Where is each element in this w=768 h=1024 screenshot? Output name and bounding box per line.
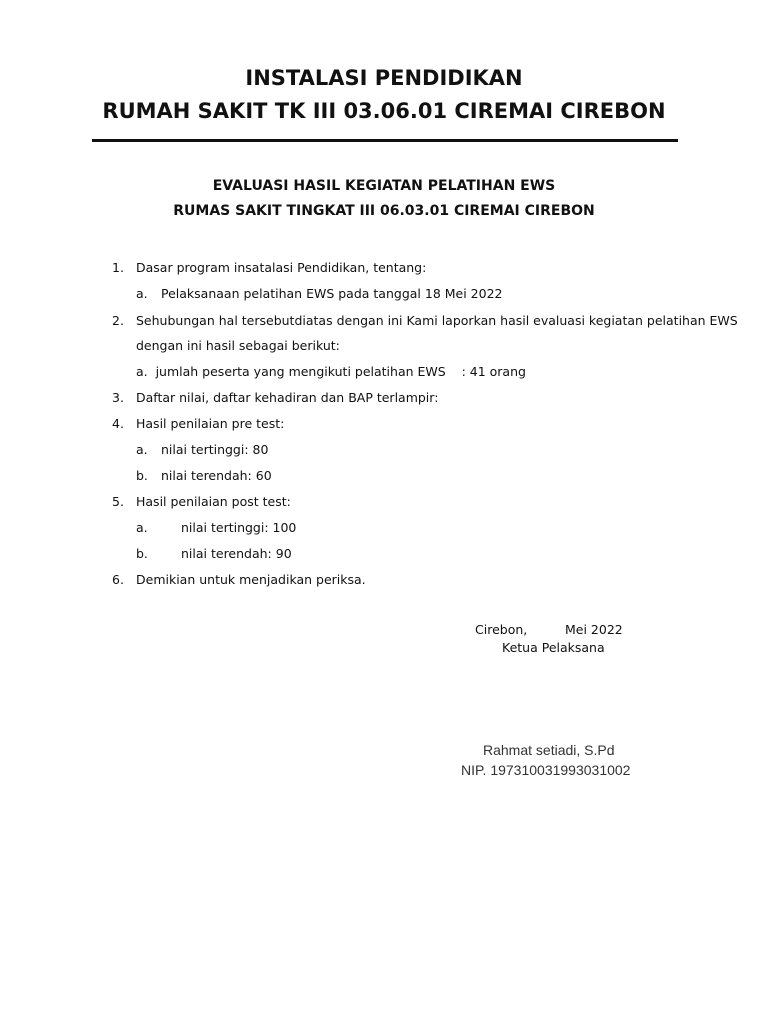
item-4-number: 4. bbox=[112, 416, 124, 431]
signature-place: Cirebon, bbox=[475, 622, 528, 637]
item-6-number: 6. bbox=[112, 572, 124, 587]
item-2-number: 2. bbox=[112, 313, 124, 328]
item-5b-letter: b. bbox=[136, 546, 148, 561]
item-1a-letter: a. bbox=[136, 286, 148, 301]
item-4a-text: nilai tertinggi: 80 bbox=[161, 442, 269, 457]
item-5b-text: nilai terendah: 90 bbox=[181, 546, 292, 561]
item-4b-text: nilai terendah: 60 bbox=[161, 468, 272, 483]
header-line-1: INSTALASI PENDIDIKAN bbox=[245, 66, 523, 90]
item-5-text: Hasil penilaian post test: bbox=[136, 494, 291, 509]
item-4b-letter: b. bbox=[136, 468, 148, 483]
item-4-text: Hasil penilaian pre test: bbox=[136, 416, 285, 431]
header-line-2: RUMAH SAKIT TK III 03.06.01 CIREMAI CIREBON bbox=[102, 99, 666, 123]
signatory-nip: NIP. 197310031993031002 bbox=[461, 762, 631, 778]
header-divider bbox=[92, 139, 678, 142]
subtitle-line-1: EVALUASI HASIL KEGIATAN PELATIHAN EWS bbox=[212, 178, 556, 194]
item-6-text: Demikian untuk menjadikan periksa. bbox=[136, 572, 366, 587]
item-1a-text: Pelaksanaan pelatihan EWS pada tanggal 18 Mei 2022 bbox=[161, 286, 503, 301]
item-4a-letter: a. bbox=[136, 442, 148, 457]
item-3-number: 3. bbox=[112, 390, 124, 405]
item-2-continuation: dengan ini hasil sebagai berikut: bbox=[136, 338, 340, 353]
item-3-text: Daftar nilai, daftar kehadiran dan BAP terlampir: bbox=[136, 390, 439, 405]
item-5-number: 5. bbox=[112, 494, 124, 509]
item-1-number: 1. bbox=[112, 260, 124, 275]
item-5a-letter: a. bbox=[136, 520, 148, 535]
signature-role: Ketua Pelaksana bbox=[502, 640, 605, 655]
item-1-text: Dasar program insatalasi Pendidikan, tentang: bbox=[136, 260, 427, 275]
signature-date: Mei 2022 bbox=[565, 622, 623, 637]
subtitle-line-2: RUMAS SAKIT TINGKAT III 06.03.01 CIREMAI CIREBON bbox=[173, 203, 595, 219]
item-2-text: Sehubungan hal tersebutdiatas dengan ini Kami laporkan hasil evaluasi kegiatan pelatihan EWS bbox=[136, 313, 738, 328]
item-2a-text: a. jumlah peserta yang mengikuti pelatihan EWS : 41 orang bbox=[136, 364, 526, 379]
item-5a-text: nilai tertinggi: 100 bbox=[181, 520, 297, 535]
signatory-name: Rahmat setiadi, S.Pd bbox=[483, 742, 615, 758]
